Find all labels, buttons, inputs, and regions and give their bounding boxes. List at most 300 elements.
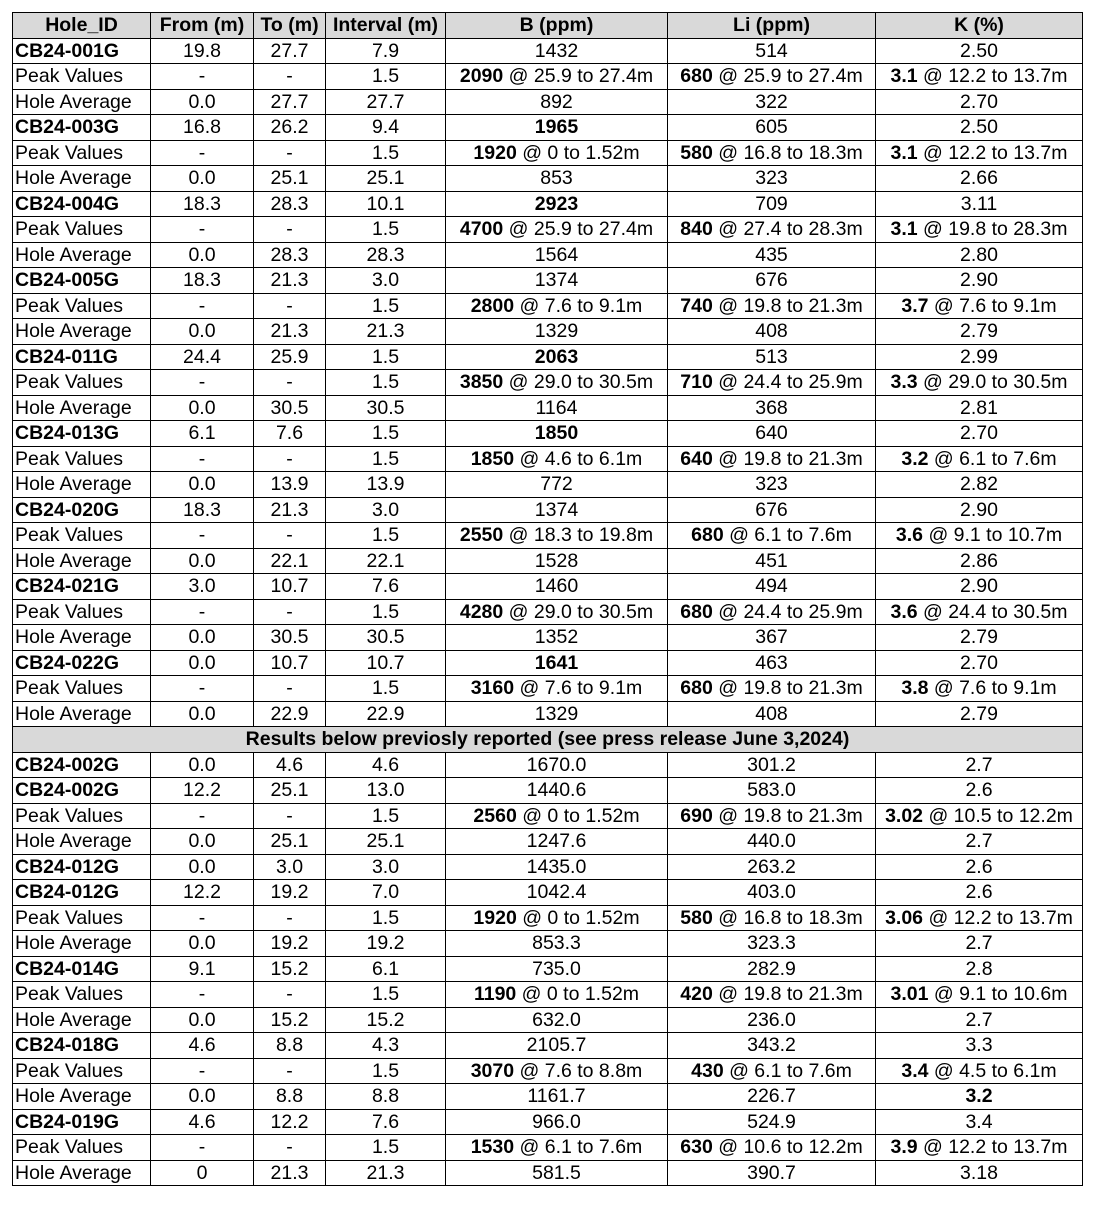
hole-id-cell: CB24-018G bbox=[13, 1033, 151, 1059]
boron-cell: 2923 bbox=[446, 191, 668, 217]
peak-interval: @ 16.8 to 18.3m bbox=[712, 906, 863, 929]
potassium-cell: 2.70 bbox=[876, 89, 1083, 115]
from-cell: 18.3 bbox=[151, 191, 254, 217]
peak-interval: @ 19.8 to 21.3m bbox=[712, 447, 863, 470]
boron-cell bbox=[446, 523, 668, 549]
interval-cell: 1.5 bbox=[326, 370, 446, 396]
potassium-cell: 2.90 bbox=[876, 497, 1083, 523]
hole-id-cell: CB24-002G bbox=[13, 752, 151, 778]
peak-interval: @ 0 to 1.52m bbox=[516, 906, 640, 929]
potassium-cell: 2.79 bbox=[876, 625, 1083, 651]
potassium-cell: 2.99 bbox=[876, 344, 1083, 370]
boron-cell: 892 bbox=[446, 89, 668, 115]
lithium-cell bbox=[668, 523, 876, 549]
boron-cell: 1247.6 bbox=[446, 829, 668, 855]
peak-value: 2560 bbox=[473, 804, 517, 827]
boron-cell: 1528 bbox=[446, 548, 668, 574]
boron-cell: 1374 bbox=[446, 497, 668, 523]
peak-value: 3.3 bbox=[890, 371, 918, 394]
peak-value: 3.4 bbox=[901, 1059, 929, 1082]
lithium-cell bbox=[668, 217, 876, 243]
hole-id-cell: Hole Average bbox=[13, 395, 151, 421]
interval-cell: 6.1 bbox=[326, 956, 446, 982]
potassium-cell bbox=[876, 1058, 1083, 1084]
from-cell: 18.3 bbox=[151, 268, 254, 294]
to-cell: 15.2 bbox=[254, 956, 326, 982]
peak-interval: @ 19.8 to 21.3m bbox=[712, 677, 863, 700]
lithium-cell: 709 bbox=[668, 191, 876, 217]
hole-id-cell: Peak Values bbox=[13, 905, 151, 931]
potassium-cell: 2.6 bbox=[876, 854, 1083, 880]
interval-cell: 1.5 bbox=[326, 64, 446, 90]
from-cell: - bbox=[151, 370, 254, 396]
hole-id-cell: CB24-022G bbox=[13, 650, 151, 676]
interval-cell: 1.5 bbox=[326, 217, 446, 243]
peak-interval: @ 25.9 to 27.4m bbox=[712, 65, 863, 88]
to-cell: - bbox=[254, 446, 326, 472]
from-cell: 0.0 bbox=[151, 166, 254, 192]
interval-cell: 1.5 bbox=[326, 1135, 446, 1161]
peak-value: 420 bbox=[680, 983, 713, 1006]
interval-cell: 1.5 bbox=[326, 599, 446, 625]
peak-interval: @ 10.6 to 12.2m bbox=[712, 1136, 863, 1159]
to-cell: - bbox=[254, 982, 326, 1008]
table-row bbox=[13, 854, 1083, 880]
peak-interval: @ 24.4 to 30.5m bbox=[917, 600, 1068, 623]
boron-cell bbox=[446, 140, 668, 166]
boron-cell bbox=[446, 676, 668, 702]
to-cell: 21.3 bbox=[254, 497, 326, 523]
to-cell: 28.3 bbox=[254, 191, 326, 217]
boron-cell: 1329 bbox=[446, 319, 668, 345]
to-cell: 3.0 bbox=[254, 854, 326, 880]
interval-cell: 3.0 bbox=[326, 497, 446, 523]
boron-cell: 966.0 bbox=[446, 1109, 668, 1135]
potassium-cell: 2.81 bbox=[876, 395, 1083, 421]
lithium-cell: 403.0 bbox=[668, 880, 876, 906]
peak-value: 630 bbox=[680, 1136, 713, 1159]
peak-interval: @ 24.4 to 25.9m bbox=[712, 371, 863, 394]
boron-cell bbox=[446, 803, 668, 829]
peak-value: 1190 bbox=[473, 983, 517, 1006]
potassium-cell bbox=[876, 1135, 1083, 1161]
to-cell: 21.3 bbox=[254, 268, 326, 294]
peak-interval: @ 25.9 to 27.4m bbox=[503, 218, 654, 241]
table-row bbox=[13, 166, 1083, 192]
table-row bbox=[13, 191, 1083, 217]
table-row bbox=[13, 1109, 1083, 1135]
from-cell: 0.0 bbox=[151, 701, 254, 727]
boron-cell: 1374 bbox=[446, 268, 668, 294]
boron-cell: 1435.0 bbox=[446, 854, 668, 880]
peak-value: 690 bbox=[680, 804, 713, 827]
lithium-cell bbox=[668, 446, 876, 472]
from-cell: 0.0 bbox=[151, 829, 254, 855]
peak-value: 3.01 bbox=[890, 983, 929, 1006]
from-cell: - bbox=[151, 64, 254, 90]
from-cell: - bbox=[151, 676, 254, 702]
hole-id-cell: Peak Values bbox=[13, 64, 151, 90]
hole-id-cell: CB24-005G bbox=[13, 268, 151, 294]
to-cell: - bbox=[254, 905, 326, 931]
table-row bbox=[13, 650, 1083, 676]
from-cell: 4.6 bbox=[151, 1109, 254, 1135]
to-cell: - bbox=[254, 599, 326, 625]
boron-cell: 1670.0 bbox=[446, 752, 668, 778]
boron-cell bbox=[446, 293, 668, 319]
interval-cell: 22.1 bbox=[326, 548, 446, 574]
peak-value: 1530 bbox=[470, 1136, 515, 1159]
hole-id-cell: Hole Average bbox=[13, 701, 151, 727]
peak-value: 680 bbox=[680, 65, 713, 88]
hole-id-cell: Hole Average bbox=[13, 1084, 151, 1110]
col-header-interval: Interval (m) bbox=[326, 13, 446, 39]
boron-cell: 581.5 bbox=[446, 1160, 668, 1186]
potassium-cell bbox=[876, 446, 1083, 472]
interval-cell: 10.1 bbox=[326, 191, 446, 217]
table-row bbox=[13, 1033, 1083, 1059]
from-cell: - bbox=[151, 523, 254, 549]
from-cell: 0 bbox=[151, 1160, 254, 1186]
peak-interval: @ 12.2 to 13.7m bbox=[923, 906, 1073, 929]
lithium-cell: 368 bbox=[668, 395, 876, 421]
boron-cell bbox=[446, 599, 668, 625]
lithium-cell: 367 bbox=[668, 625, 876, 651]
hole-id-cell: Peak Values bbox=[13, 523, 151, 549]
interval-cell: 3.0 bbox=[326, 268, 446, 294]
peak-interval: @ 6.1 to 7.6m bbox=[723, 524, 852, 547]
lithium-cell: 408 bbox=[668, 701, 876, 727]
table-row bbox=[13, 268, 1083, 294]
peak-interval: @ 7.6 to 9.1m bbox=[514, 294, 643, 317]
potassium-cell: 2.50 bbox=[876, 38, 1083, 64]
table-row bbox=[13, 38, 1083, 64]
col-header-from: From (m) bbox=[151, 13, 254, 39]
to-cell: - bbox=[254, 217, 326, 243]
lithium-cell: 408 bbox=[668, 319, 876, 345]
lithium-cell: 640 bbox=[668, 421, 876, 447]
interval-cell: 27.7 bbox=[326, 89, 446, 115]
from-cell: - bbox=[151, 293, 254, 319]
interval-cell: 28.3 bbox=[326, 242, 446, 268]
peak-value: 1920 bbox=[473, 141, 517, 164]
interval-cell: 7.6 bbox=[326, 1109, 446, 1135]
peak-interval: @ 10.5 to 12.2m bbox=[923, 804, 1073, 827]
hole-id-cell: CB24-004G bbox=[13, 191, 151, 217]
peak-value: 3.6 bbox=[890, 600, 918, 623]
potassium-cell: 2.7 bbox=[876, 1007, 1083, 1033]
peak-value: 1850 bbox=[470, 447, 515, 470]
interval-cell: 1.5 bbox=[326, 523, 446, 549]
table-row bbox=[13, 905, 1083, 931]
lithium-cell: 390.7 bbox=[668, 1160, 876, 1186]
peak-interval: @ 0 to 1.52m bbox=[516, 804, 640, 827]
boron-cell bbox=[446, 982, 668, 1008]
interval-cell: 9.4 bbox=[326, 115, 446, 141]
potassium-cell: 2.70 bbox=[876, 650, 1083, 676]
to-cell: 21.3 bbox=[254, 319, 326, 345]
to-cell: 27.7 bbox=[254, 89, 326, 115]
boron-cell bbox=[446, 64, 668, 90]
from-cell: 0.0 bbox=[151, 395, 254, 421]
peak-value: 680 bbox=[680, 600, 713, 623]
hole-id-cell: CB24-011G bbox=[13, 344, 151, 370]
boron-cell: 1164 bbox=[446, 395, 668, 421]
potassium-cell: 2.80 bbox=[876, 242, 1083, 268]
interval-cell: 15.2 bbox=[326, 1007, 446, 1033]
assay-results-table bbox=[12, 12, 1083, 1186]
potassium-cell: 2.70 bbox=[876, 421, 1083, 447]
boron-cell: 2105.7 bbox=[446, 1033, 668, 1059]
lithium-cell: 605 bbox=[668, 115, 876, 141]
potassium-cell bbox=[876, 293, 1083, 319]
interval-cell: 1.5 bbox=[326, 344, 446, 370]
table-row bbox=[13, 293, 1083, 319]
interval-cell: 1.5 bbox=[326, 803, 446, 829]
interval-cell: 25.1 bbox=[326, 829, 446, 855]
interval-cell: 21.3 bbox=[326, 319, 446, 345]
to-cell: - bbox=[254, 523, 326, 549]
potassium-cell: 2.6 bbox=[876, 880, 1083, 906]
potassium-cell: 2.90 bbox=[876, 268, 1083, 294]
peak-interval: @ 6.1 to 7.6m bbox=[723, 1059, 852, 1082]
potassium-cell bbox=[876, 676, 1083, 702]
from-cell: - bbox=[151, 599, 254, 625]
to-cell: 27.7 bbox=[254, 38, 326, 64]
table-row bbox=[13, 242, 1083, 268]
table-row bbox=[13, 574, 1083, 600]
lithium-cell: 513 bbox=[668, 344, 876, 370]
table-row bbox=[13, 395, 1083, 421]
lithium-cell: 301.2 bbox=[668, 752, 876, 778]
interval-cell: 19.2 bbox=[326, 931, 446, 957]
peak-interval: @ 7.6 to 9.1m bbox=[928, 294, 1057, 317]
to-cell: - bbox=[254, 140, 326, 166]
from-cell: 0.0 bbox=[151, 319, 254, 345]
peak-interval: @ 16.8 to 18.3m bbox=[712, 141, 863, 164]
lithium-cell: 343.2 bbox=[668, 1033, 876, 1059]
lithium-cell: 323 bbox=[668, 472, 876, 498]
peak-interval: @ 7.6 to 9.1m bbox=[928, 677, 1057, 700]
peak-value: 1920 bbox=[473, 906, 517, 929]
table-row bbox=[13, 625, 1083, 651]
from-cell: - bbox=[151, 140, 254, 166]
peak-interval: @ 29.0 to 30.5m bbox=[503, 600, 654, 623]
lithium-cell: 440.0 bbox=[668, 829, 876, 855]
lithium-cell: 435 bbox=[668, 242, 876, 268]
lithium-cell: 494 bbox=[668, 574, 876, 600]
col-header-to: To (m) bbox=[254, 13, 326, 39]
to-cell: 25.1 bbox=[254, 829, 326, 855]
hole-id-cell: Hole Average bbox=[13, 472, 151, 498]
to-cell: 4.6 bbox=[254, 752, 326, 778]
lithium-cell: 583.0 bbox=[668, 778, 876, 804]
potassium-cell: 3.11 bbox=[876, 191, 1083, 217]
section-divider-row bbox=[13, 727, 1083, 753]
lithium-cell bbox=[668, 64, 876, 90]
peak-value: 4700 bbox=[459, 218, 504, 241]
boron-cell: 1564 bbox=[446, 242, 668, 268]
lithium-cell bbox=[668, 1135, 876, 1161]
from-cell: 0.0 bbox=[151, 1084, 254, 1110]
peak-interval: @ 19.8 to 28.3m bbox=[917, 218, 1068, 241]
potassium-cell: 2.7 bbox=[876, 752, 1083, 778]
to-cell: 25.1 bbox=[254, 778, 326, 804]
peak-interval: @ 29.0 to 30.5m bbox=[917, 371, 1068, 394]
interval-cell: 30.5 bbox=[326, 625, 446, 651]
peak-interval: @ 6.1 to 7.6m bbox=[514, 1136, 643, 1159]
from-cell: 12.2 bbox=[151, 880, 254, 906]
table-row bbox=[13, 1135, 1083, 1161]
potassium-cell bbox=[876, 140, 1083, 166]
peak-value: 3.9 bbox=[890, 1136, 918, 1159]
peak-interval: @ 29.0 to 30.5m bbox=[503, 371, 654, 394]
interval-cell: 30.5 bbox=[326, 395, 446, 421]
interval-cell: 25.1 bbox=[326, 166, 446, 192]
potassium-cell: 2.79 bbox=[876, 701, 1083, 727]
potassium-cell: 2.66 bbox=[876, 166, 1083, 192]
peak-value: 3.1 bbox=[890, 218, 918, 241]
lithium-cell bbox=[668, 293, 876, 319]
to-cell: 30.5 bbox=[254, 395, 326, 421]
interval-cell: 1.5 bbox=[326, 140, 446, 166]
table-row bbox=[13, 344, 1083, 370]
table-body bbox=[13, 38, 1083, 1186]
table-row bbox=[13, 1058, 1083, 1084]
hole-id-cell: CB24-021G bbox=[13, 574, 151, 600]
hole-id-cell: Peak Values bbox=[13, 1135, 151, 1161]
hole-id-cell: Peak Values bbox=[13, 982, 151, 1008]
peak-interval: @ 25.9 to 27.4m bbox=[503, 65, 654, 88]
from-cell: - bbox=[151, 905, 254, 931]
hole-id-cell: Peak Values bbox=[13, 370, 151, 396]
interval-cell: 1.5 bbox=[326, 1058, 446, 1084]
col-header-potassium: K (%) bbox=[876, 13, 1083, 39]
boron-cell: 1161.7 bbox=[446, 1084, 668, 1110]
from-cell: - bbox=[151, 217, 254, 243]
from-cell: 0.0 bbox=[151, 625, 254, 651]
from-cell: - bbox=[151, 446, 254, 472]
lithium-cell bbox=[668, 370, 876, 396]
potassium-cell: 2.8 bbox=[876, 956, 1083, 982]
table-row bbox=[13, 701, 1083, 727]
to-cell: 21.3 bbox=[254, 1160, 326, 1186]
hole-id-cell: Hole Average bbox=[13, 242, 151, 268]
hole-id-cell: CB24-001G bbox=[13, 38, 151, 64]
to-cell: - bbox=[254, 1135, 326, 1161]
lithium-cell: 236.0 bbox=[668, 1007, 876, 1033]
lithium-cell: 323.3 bbox=[668, 931, 876, 957]
to-cell: 19.2 bbox=[254, 880, 326, 906]
peak-value: 3070 bbox=[470, 1059, 515, 1082]
potassium-cell: 3.3 bbox=[876, 1033, 1083, 1059]
hole-id-cell: Peak Values bbox=[13, 599, 151, 625]
table-row bbox=[13, 523, 1083, 549]
from-cell: 0.0 bbox=[151, 931, 254, 957]
hole-id-cell: CB24-012G bbox=[13, 854, 151, 880]
to-cell: 7.6 bbox=[254, 421, 326, 447]
peak-value: 2800 bbox=[470, 294, 515, 317]
hole-id-cell: Hole Average bbox=[13, 166, 151, 192]
table-row bbox=[13, 931, 1083, 957]
hole-id-cell: CB24-012G bbox=[13, 880, 151, 906]
from-cell: - bbox=[151, 982, 254, 1008]
to-cell: 25.9 bbox=[254, 344, 326, 370]
boron-cell: 1042.4 bbox=[446, 880, 668, 906]
lithium-cell bbox=[668, 1058, 876, 1084]
interval-cell: 3.0 bbox=[326, 854, 446, 880]
table-row bbox=[13, 1160, 1083, 1186]
from-cell: 0.0 bbox=[151, 548, 254, 574]
lithium-cell: 263.2 bbox=[668, 854, 876, 880]
potassium-cell: 3.4 bbox=[876, 1109, 1083, 1135]
peak-interval: @ 7.6 to 9.1m bbox=[514, 677, 643, 700]
lithium-cell bbox=[668, 905, 876, 931]
hole-id-cell: Peak Values bbox=[13, 1058, 151, 1084]
table-row bbox=[13, 803, 1083, 829]
to-cell: 22.9 bbox=[254, 701, 326, 727]
from-cell: 12.2 bbox=[151, 778, 254, 804]
boron-cell: 1460 bbox=[446, 574, 668, 600]
hole-id-cell: Peak Values bbox=[13, 803, 151, 829]
hole-id-cell: CB24-019G bbox=[13, 1109, 151, 1135]
hole-id-cell: Peak Values bbox=[13, 217, 151, 243]
lithium-cell bbox=[668, 803, 876, 829]
potassium-cell bbox=[876, 523, 1083, 549]
to-cell: 19.2 bbox=[254, 931, 326, 957]
interval-cell: 13.0 bbox=[326, 778, 446, 804]
col-header-boron: B (ppm) bbox=[446, 13, 668, 39]
assay-results-table-container bbox=[12, 12, 1083, 1186]
potassium-cell bbox=[876, 370, 1083, 396]
hole-id-cell: Hole Average bbox=[13, 1160, 151, 1186]
table-row bbox=[13, 319, 1083, 345]
to-cell: - bbox=[254, 676, 326, 702]
potassium-cell: 3.2 bbox=[876, 1084, 1083, 1110]
peak-interval: @ 12.2 to 13.7m bbox=[917, 1136, 1068, 1159]
peak-value: 3.06 bbox=[885, 906, 924, 929]
peak-value: 3.1 bbox=[890, 141, 918, 164]
lithium-cell bbox=[668, 599, 876, 625]
peak-value: 680 bbox=[691, 524, 724, 547]
boron-cell: 1965 bbox=[446, 115, 668, 141]
hole-id-cell: Peak Values bbox=[13, 446, 151, 472]
boron-cell: 1641 bbox=[446, 650, 668, 676]
interval-cell: 7.6 bbox=[326, 574, 446, 600]
lithium-cell: 514 bbox=[668, 38, 876, 64]
from-cell: 6.1 bbox=[151, 421, 254, 447]
peak-interval: @ 4.6 to 6.1m bbox=[514, 447, 643, 470]
potassium-cell: 2.79 bbox=[876, 319, 1083, 345]
peak-value: 580 bbox=[680, 906, 713, 929]
table-row bbox=[13, 140, 1083, 166]
hole-id-cell: CB24-013G bbox=[13, 421, 151, 447]
potassium-cell bbox=[876, 803, 1083, 829]
to-cell: 8.8 bbox=[254, 1033, 326, 1059]
table-row bbox=[13, 217, 1083, 243]
peak-value: 640 bbox=[680, 447, 713, 470]
lithium-cell bbox=[668, 140, 876, 166]
lithium-cell: 282.9 bbox=[668, 956, 876, 982]
table-row bbox=[13, 829, 1083, 855]
peak-value: 840 bbox=[680, 218, 713, 241]
potassium-cell: 2.86 bbox=[876, 548, 1083, 574]
from-cell: 18.3 bbox=[151, 497, 254, 523]
peak-value: 2550 bbox=[459, 524, 504, 547]
hole-id-cell: CB24-014G bbox=[13, 956, 151, 982]
interval-cell: 22.9 bbox=[326, 701, 446, 727]
potassium-cell: 3.18 bbox=[876, 1160, 1083, 1186]
